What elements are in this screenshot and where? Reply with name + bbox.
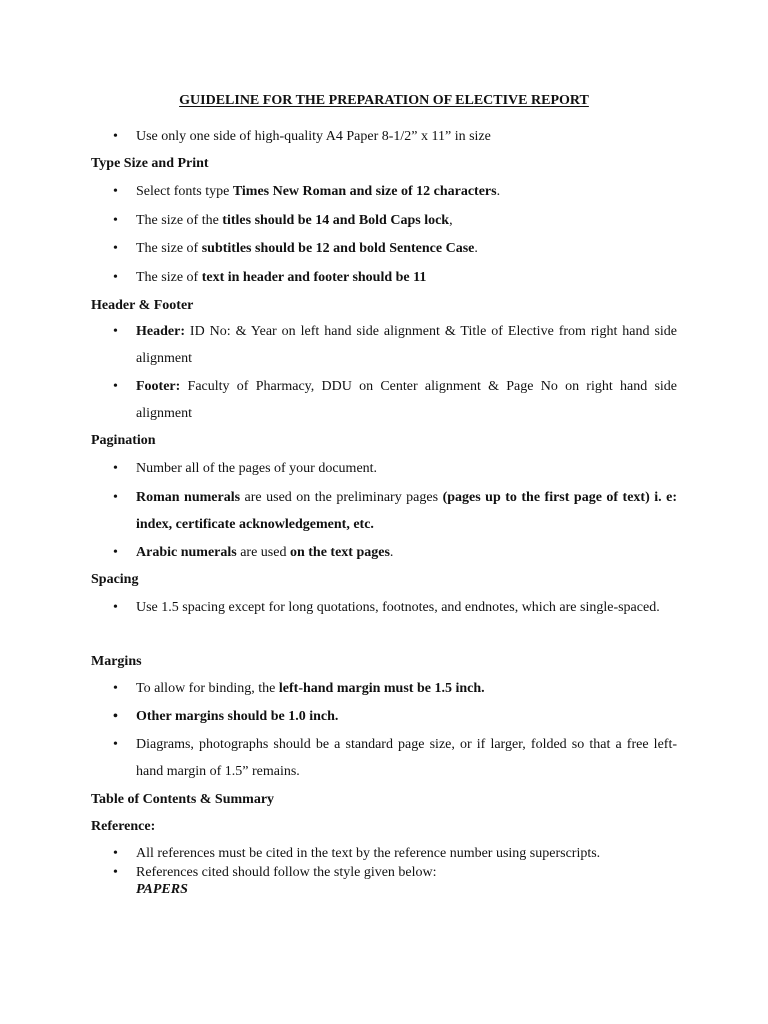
pagination-bullet-arabic: • Arabic numerals are used on the text pages. xyxy=(136,539,677,566)
reference-bullet-cited: • All references must be cited in the text by the reference number using superscripts. xyxy=(136,846,677,862)
reference-bullet-style: • References cited should follow the style given below: xyxy=(136,865,677,881)
intro-bullet: • Use only one side of high-quality A4 Paper 8-1/2” x 11” in size xyxy=(136,123,677,150)
margins-bullet-other: • Other margins should be 1.0 inch. xyxy=(136,703,677,730)
heading-spacing: Spacing xyxy=(91,572,139,587)
type-size-bullet-titles: • The size of the titles should be 14 and Bold Caps lock, xyxy=(136,207,677,234)
footer-bullet: • Footer: Faculty of Pharmacy, DDU on Center alignment & Page No on right hand side alignment xyxy=(136,373,677,427)
pagination-bullet-number: • Number all of the pages of your document. xyxy=(136,455,677,482)
margins-bullet-left: • To allow for binding, the left-hand margin must be 1.5 inch. xyxy=(136,675,677,702)
type-size-bullet-subtitles: • The size of subtitles should be 12 and bold Sentence Case. xyxy=(136,235,677,262)
heading-reference: Reference: xyxy=(91,819,156,834)
reference-papers-label: PAPERS xyxy=(136,882,188,897)
pagination-bullet-roman: • Roman numerals are used on the preliminary pages (pages up to the first page of text) i. e: index, certificate acknowledgement, etc. xyxy=(136,484,677,538)
heading-table-of-contents: Table of Contents & Summary xyxy=(91,792,275,807)
type-size-bullet-header-footer-text: • The size of text in header and footer should be 11 xyxy=(136,264,677,291)
heading-pagination: Pagination xyxy=(91,433,156,448)
margins-bullet-diagrams: • Diagrams, photographs should be a standard page size, or if larger, folded so that a free left-hand margin of 1.5” remains. xyxy=(136,731,677,785)
type-size-bullet-fonts: • Select fonts type Times New Roman and size of 12 characters. xyxy=(136,178,677,205)
document-title: GUIDELINE FOR THE PREPARATION OF ELECTIVE REPORT xyxy=(179,93,589,108)
header-bullet: • Header: ID No: & Year on left hand side alignment & Title of Elective from right hand side alignment xyxy=(136,318,677,372)
heading-type-size: Type Size and Print xyxy=(91,156,209,171)
heading-header-footer: Header & Footer xyxy=(91,298,194,313)
heading-margins: Margins xyxy=(91,654,142,669)
spacing-bullet: • Use 1.5 spacing except for long quotations, footnotes, and endnotes, which are single-spaced. xyxy=(136,594,677,621)
